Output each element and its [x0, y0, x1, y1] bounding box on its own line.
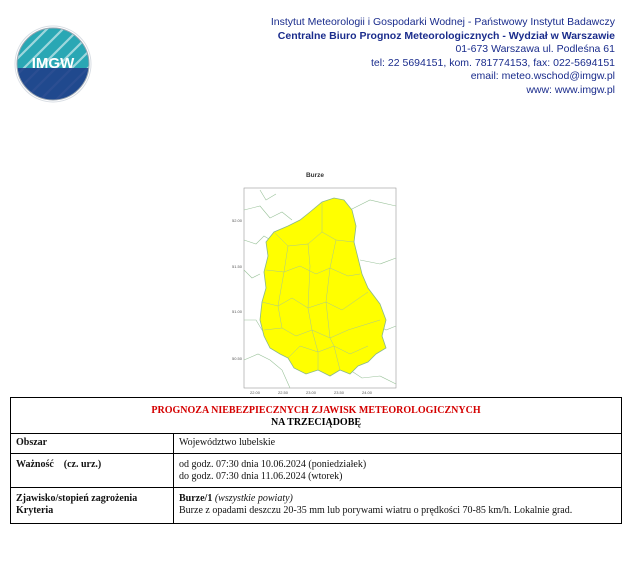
phenomenon-value-cell [174, 488, 621, 523]
area-label: Obszar [11, 434, 174, 453]
row-phenomenon [11, 488, 621, 523]
office-phone: tel: 22 5694151, kom. 781774153, fax: 022-5694151 [370, 56, 615, 69]
map-title: Burze [305, 172, 325, 179]
phenomenon-label-cell [11, 488, 174, 523]
validity-from: od godz. 07:30 dnia 10.06.2024 (poniedziałek) [179, 459, 367, 470]
phenomenon-label: Zjawisko/stopień zagrożenia [16, 493, 138, 504]
lon-label: 22.00 [250, 390, 261, 395]
office-address: 01-673 Warszawa ul. Podleśna 61 [455, 43, 615, 56]
validity-label-cell [11, 454, 174, 487]
office-email: email: meteo.wschod@imgw.pl [470, 70, 615, 83]
forecast-title: PROGNOZA NIEBEZPIECZNYCH ZJAWISK METEOROLOGICZNYCH [151, 405, 481, 416]
office-name: Centralne Biuro Prognoz Meteorologicznych - Wydział w Warszawie [277, 29, 615, 42]
row-validity [11, 454, 621, 488]
validity-unit: (cz. urz.) [63, 459, 102, 470]
criteria-value: Burze z opadami deszczu 20-35 mm lub porywami wiatru o prędkości 70-85 km/h. Lokalnie grad. [179, 505, 573, 516]
row-area [11, 434, 621, 454]
imgw-logo [8, 24, 98, 104]
lon-label: 22.50 [278, 390, 289, 395]
validity-to: do godz. 07:30 dnia 11.06.2024 (wtorek) [179, 471, 343, 482]
forecast-subtitle: NA TRZECIĄDOBĘ [270, 417, 362, 428]
lat-label: 52.00 [232, 218, 243, 223]
logo-text: IMGW [31, 55, 75, 72]
office-www: www: www.imgw.pl [526, 83, 615, 96]
lon-label: 23.00 [306, 390, 317, 395]
phenomenon-note: (wszystkie powiaty) [214, 493, 293, 504]
validity-value [174, 454, 621, 487]
lon-label: 23.50 [334, 390, 345, 395]
institute-name: Instytut Meteorologii i Gospodarki Wodnej - Państwowy Instytut Badawczy [270, 16, 615, 28]
lat-label: 50.50 [232, 356, 243, 361]
institute-header [195, 16, 615, 98]
validity-label: Ważność [16, 459, 54, 470]
warning-map [230, 170, 400, 395]
criteria-label: Kryteria [16, 505, 54, 516]
lat-label: 51.00 [232, 309, 243, 314]
forecast-table [10, 397, 622, 524]
area-value: Województwo lubelskie [179, 437, 276, 448]
lon-label: 24.00 [362, 390, 373, 395]
forecast-heading [11, 398, 621, 434]
phenomenon-value: Burze/1 [179, 493, 213, 504]
lat-label: 51.50 [232, 264, 243, 269]
